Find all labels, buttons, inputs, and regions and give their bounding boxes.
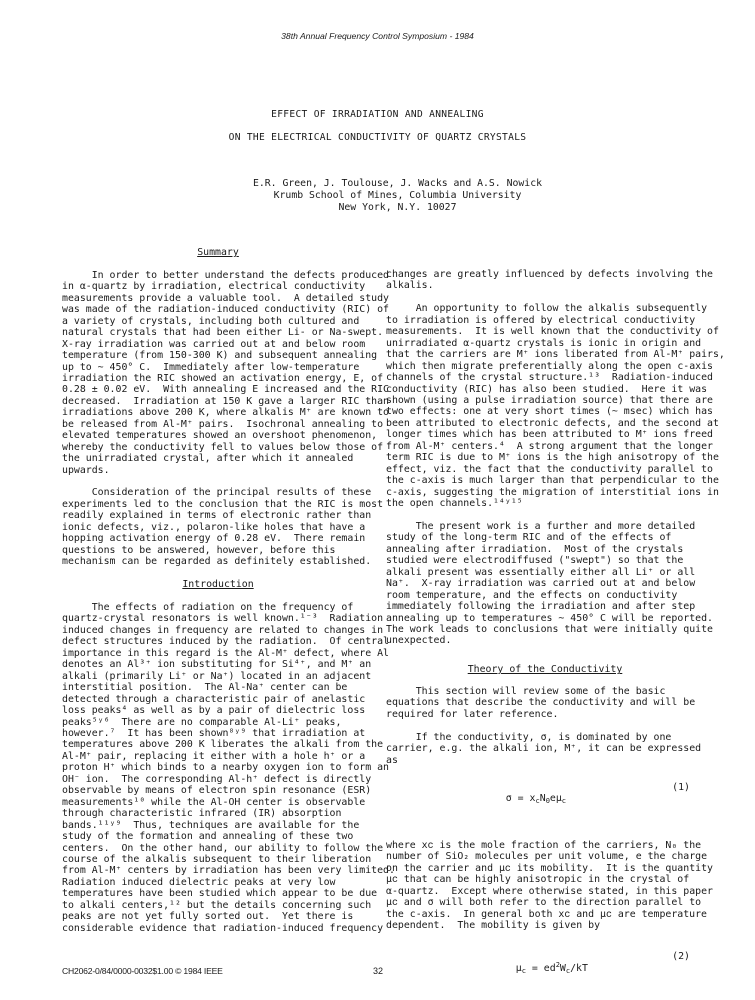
equation-2-term: = ed	[525, 962, 556, 974]
text-line: in α-quartz by irradiation, electrical conductivity	[62, 281, 366, 293]
text-line: decreased. Irradiation at 150 K gave a larger RIC than	[62, 395, 389, 407]
text-line: readily explained in terms of electronic rather than	[62, 510, 372, 522]
text-line: to alkali centers,¹² but the details concerning such	[62, 899, 372, 911]
equation-2-term: W	[559, 962, 566, 974]
text-line: unexpected.	[386, 635, 452, 647]
text-line: through characteristic infrared (IR) absorption	[62, 808, 342, 820]
text-line: the c-axis is much larger than that perpendicular to the	[386, 475, 719, 487]
text-line: carrier, e.g. the alkali ion, M⁺, it can be expressed	[386, 743, 702, 755]
equation-1-number: (1)	[672, 781, 690, 793]
equation-1-sub: 0	[545, 797, 550, 806]
text-line: annealing up to temperatures ~ 450° C will be reported.	[386, 612, 713, 624]
text-line: to irradiation is offered by electrical conductivity	[386, 314, 696, 326]
text-line: a variety of crystals, including both cultured and	[62, 315, 360, 327]
text-line: α-quartz. Except where otherwise stated, in this paper	[386, 885, 713, 897]
theory-paragraph-3	[386, 839, 713, 932]
text-line: effect, viz. the fact that the conductivity parallel to	[386, 463, 713, 475]
text-line: whereby the conductivity fell to values below those of	[62, 441, 384, 453]
text-line: observable by means of electron spin resonance (ESR)	[62, 785, 372, 797]
text-line: natural crystals that had been either Li- or Na-swept.	[62, 327, 384, 339]
introduction-paragraph-2	[386, 303, 725, 510]
text-line: The effects of radiation on the frequency of	[62, 601, 354, 613]
text-line: study of the long-term RIC and of the effects of	[386, 532, 672, 544]
page-number: 32	[373, 966, 384, 976]
text-line: up to ~ 450° C. Immediately after low-temperature	[62, 361, 360, 373]
text-line: immediately following the irradiation and after step	[386, 601, 696, 613]
introduction-heading: Introduction	[182, 579, 254, 591]
text-line: Consideration of the principal results of these	[62, 487, 372, 499]
text-line: c-axis, suggesting the migration of interstitial ions in	[386, 486, 719, 498]
text-line: term RIC is due to M⁺ ions is the high anisotropy of the	[386, 452, 719, 464]
text-line: unirradiated α-quartz crystals is ionic in origin and	[386, 337, 702, 349]
right-column	[386, 269, 725, 997]
equation-1-term: eμ	[549, 793, 562, 805]
text-line: induced changes in frequency are related to changes in	[62, 624, 384, 636]
text-line: quartz-crystal resonators is well known.¹⁻³ Radiation	[62, 613, 384, 625]
text-line: conductivity (RIC) has also been studied. Here it was	[386, 383, 708, 395]
left-column	[62, 247, 395, 934]
theory-paragraph-2	[386, 732, 704, 766]
text-line: interstitial position. The Al-Na⁺ center can be	[62, 682, 348, 694]
text-line: loss peaks⁴ as well as by a pair of dielectric loss	[62, 705, 366, 717]
text-line: the open channels.¹⁴ʸ¹⁵	[386, 498, 523, 510]
text-line: Radiation induced dielectric peaks at very low	[62, 876, 336, 888]
text-line: X-ray irradiation was carried out at and below room	[62, 338, 366, 350]
text-line: OH⁻ ion. The corresponding Al-h⁺ defect is directly	[62, 773, 372, 785]
equation-1-sub: c	[561, 797, 567, 806]
theory-paragraph-1	[386, 686, 704, 720]
text-line: from Al-M⁺ centers by irradiation has been very limited.	[62, 865, 395, 877]
text-line: considerable evidence that radiation-induced frequency	[62, 922, 384, 934]
text-line: proton H⁺ which binds to a nearby oxygen ion to form an	[62, 762, 389, 774]
text-line: upwards.	[62, 464, 110, 476]
text-line: from Al-M⁺ centers.⁴ A strong argument that the longer	[386, 440, 713, 452]
text-line: alkali (primarily Li⁺ or Na⁺) located in an adjacent	[62, 670, 372, 682]
text-line: as	[386, 754, 398, 766]
text-line: 0.28 ± 0.02 eV. With annealing E increased and the RIC	[62, 384, 389, 396]
equation-2-term: /kT	[570, 962, 588, 974]
text-line: two effects: one at very short times (~ msec) which has	[386, 406, 713, 418]
text-line: alkalis.	[386, 280, 434, 292]
text-line: required for later reference.	[386, 708, 559, 720]
introduction-paragraph-1	[62, 601, 395, 934]
author-affiliation: Krumb School of Mines, Columbia University	[273, 190, 522, 201]
text-line: peaks are not yet fully sorted out. Yet there is	[62, 911, 354, 923]
text-line: The present work is a further and more detailed	[386, 520, 696, 532]
equation-2-number: (2)	[672, 951, 690, 963]
text-line: irradiation the RIC showed an activation energy, E, of	[62, 372, 384, 384]
text-line: Na⁺. X-ray irradiation was carried out at and below	[386, 578, 696, 590]
equation-1	[386, 782, 704, 828]
copyright-line: CH2062-0/84/0000-0032$1.00 © 1984 IEEE	[62, 966, 223, 976]
summary-paragraph-1	[62, 269, 389, 476]
text-line: temperatures have been studied which appear to be due	[62, 888, 378, 900]
text-line: longer times which has been attributed to M⁺ ions freed	[386, 429, 713, 441]
text-line: channels of the crystal structure.¹³ Radiation-induced	[386, 372, 713, 384]
text-line: Al-M⁺ pair, replacing it either with a hole h⁺ or a	[62, 750, 366, 762]
author-address: New York, N.Y. 10027	[338, 202, 457, 213]
text-line: room temperature, and the effects on conductivity	[386, 589, 678, 601]
text-line: detected through a characteristic pair of anelastic	[62, 693, 366, 705]
text-line: mechanism can be regarded as definitely established.	[62, 556, 372, 568]
text-line: course of the alkalis subsequent to their liberation	[62, 853, 372, 865]
text-line: denotes an Al³⁺ ion substituting for Si⁴⁺, and M⁺ an	[62, 659, 372, 671]
text-line: study of the formation and annealing of these two	[62, 831, 354, 843]
text-line: annealing after irradiation. Most of the crystals	[386, 543, 684, 555]
text-line: which then migrate preferentially along the open c-axis	[386, 360, 713, 372]
text-line: hopping activation energy of 0.28 eV. There remain	[62, 533, 366, 545]
text-line: alkali present was essentially either all Li⁺ or all	[386, 566, 696, 578]
text-line: If the conductivity, σ, is dominated by one	[386, 731, 672, 743]
equation-1-lhs: σ = x	[505, 793, 536, 805]
text-line: the unirradiated crystal, after which it annealed	[62, 453, 354, 465]
text-line: be released from Al-M⁺ pairs. Isochronal annealing to	[62, 418, 384, 430]
text-line: ionic defects, viz., polaron-like holes that have a	[62, 521, 366, 533]
text-line: An opportunity to follow the alkalis subsequently	[386, 303, 708, 315]
running-header: 38th Annual Frequency Control Symposium - 1984	[281, 31, 474, 41]
text-line: measurements provide a valuable tool. A detailed study	[62, 292, 389, 304]
introduction-paragraph-1-continued	[386, 269, 713, 292]
author-names: E.R. Green, J. Toulouse, J. Wacks and A.S. Nowick	[252, 178, 542, 189]
equation-2-lhs: μ	[515, 962, 522, 974]
text-line: the c-axis. In general both xᴄ and μᴄ are temperature	[386, 908, 708, 920]
text-line: temperature (from 150-300 K) and subsequent annealing	[62, 350, 378, 362]
equation-2	[386, 951, 704, 997]
text-line: been attributed to electronic defects, and the second at	[386, 417, 719, 429]
text-line: on the carrier and μᴄ its mobility. It is the quantity	[386, 862, 713, 874]
text-line: peaks⁵ʸ⁶ There are no comparable Al-Li⁺ peaks,	[62, 716, 342, 728]
text-line: μᴄ that can be highly anisotropic in the crystal of	[386, 874, 690, 886]
text-line: changes are greatly influenced by defects involving the	[386, 269, 713, 280]
theory-heading: Theory of the Conductivity	[467, 664, 623, 676]
text-line: dependent. The mobility is given by	[386, 919, 601, 931]
text-line: that the carriers are M⁺ ions liberated from Al-M⁺ pairs,	[386, 349, 725, 361]
text-line: was made of the radiation-induced conductivity (RIC) of	[62, 304, 389, 316]
text-line: The work leads to conclusions that were initially quite	[386, 624, 713, 636]
text-line: This section will review some of the basic	[386, 685, 666, 697]
text-line: questions to be answered, however, before this	[62, 544, 336, 556]
text-line: μᴄ and σ will both refer to the direction parallel to	[386, 897, 702, 909]
text-line: temperatures above 200 K liberates the alkali from the	[62, 739, 384, 751]
summary-paragraph-2	[62, 487, 384, 568]
text-line: In order to better understand the defects produced	[62, 269, 389, 281]
text-line: studied were electrodiffused ("swept") so that the	[386, 555, 684, 567]
text-line: centers. On the other hand, our ability to follow the	[62, 842, 384, 854]
text-line: measurements¹⁰ while the Al-OH center is observable	[62, 796, 366, 808]
paper-title-line-2: ON THE ELECTRICAL CONDUCTIVITY OF QUARTZ CRYSTALS	[228, 132, 527, 143]
equation-2-sup: 2	[555, 960, 560, 969]
text-line: where xᴄ is the mole fraction of the carriers, N₀ the	[386, 839, 702, 851]
text-line: equations that describe the conductivity and will be	[386, 697, 696, 709]
text-line: irradiations above 200 K, where alkalis M⁺ are known to	[62, 407, 389, 419]
text-line: bands.¹¹ʸ⁹ Thus, techniques are available for the	[62, 819, 360, 831]
text-line: importance in this regard is the Al-M⁺ defect, where Al	[62, 647, 389, 659]
text-line: measurements. It is well known that the conductivity of	[386, 326, 719, 338]
introduction-paragraph-3	[386, 520, 713, 647]
text-line: experiments led to the conclusion that the RIC is most	[62, 498, 384, 510]
text-line: defect structures induced by the radiation. Of central	[62, 636, 389, 648]
equation-2-sub: c	[565, 966, 571, 975]
equation-1-term: N	[539, 793, 546, 805]
text-line: shown (using a pulse irradiation source) that there are	[386, 394, 713, 406]
text-line: however.⁷ It has been shown⁸ʸ⁹ that irradiation at	[62, 727, 366, 739]
equation-1-sub: c	[535, 797, 540, 806]
summary-heading: Summary	[197, 247, 239, 258]
paper-title-line-1: EFFECT OF IRRADIATION AND ANNEALING	[271, 109, 484, 120]
text-line: elevated temperatures showed an overshoot phenomenon,	[62, 430, 378, 442]
text-line: number of SiO₂ molecules per unit volume, e the charge	[386, 851, 708, 863]
equation-2-sub: c	[521, 966, 526, 975]
